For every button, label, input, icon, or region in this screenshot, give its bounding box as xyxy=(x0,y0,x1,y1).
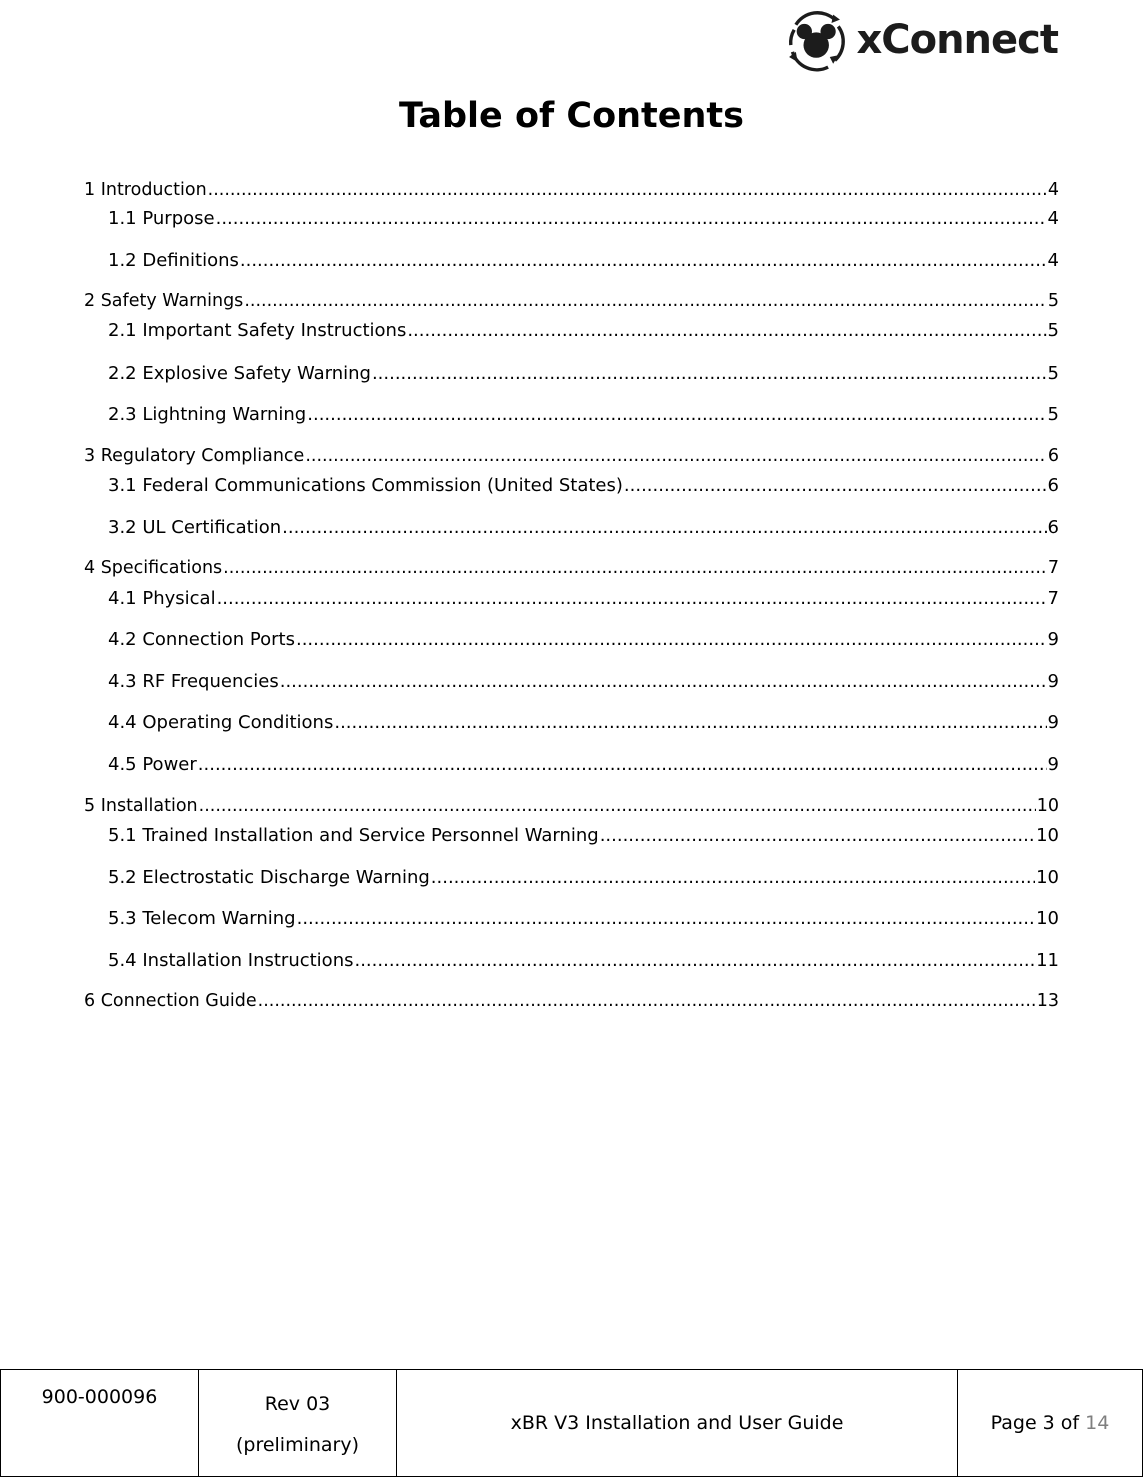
footer-rev: Rev 03 xyxy=(264,1393,331,1415)
toc-entry[interactable] xyxy=(108,950,1059,974)
toc-entry-label: 2 Safety Warnings xyxy=(84,291,244,311)
page-footer xyxy=(0,1369,1143,1477)
toc-entry-page: 5 xyxy=(1047,320,1059,341)
toc-dot-leader xyxy=(624,475,1047,496)
toc-entry-label: 5 Installation xyxy=(84,796,198,816)
toc-dot-leader xyxy=(240,250,1047,271)
toc-dot-leader xyxy=(223,558,1047,578)
toc-entry-page: 10 xyxy=(1036,796,1059,816)
toc-entry-page: 10 xyxy=(1036,867,1059,888)
footer-page-number xyxy=(958,1370,1143,1477)
toc-entry[interactable] xyxy=(108,588,1059,612)
toc-entry-page: 11 xyxy=(1036,950,1059,971)
toc-entry[interactable] xyxy=(84,796,1059,820)
toc-entry[interactable] xyxy=(84,446,1059,470)
toc-entry-label: 2.2 Explosive Safety Warning xyxy=(108,363,371,384)
toc-entry-label: 1.2 Definitions xyxy=(108,250,239,271)
footer-rev-status: (preliminary) xyxy=(235,1434,360,1456)
toc-dot-leader xyxy=(217,588,1047,609)
logo-wordmark: xConnect xyxy=(856,17,1058,63)
toc-entry-page: 9 xyxy=(1047,754,1059,775)
toc-entry[interactable] xyxy=(108,475,1059,499)
toc-dot-leader xyxy=(334,712,1046,733)
toc-entry[interactable] xyxy=(108,404,1059,428)
toc-dot-leader xyxy=(199,796,1036,816)
toc-entry-page: 5 xyxy=(1047,291,1059,311)
toc-entry-label: 4.2 Connection Ports xyxy=(108,629,295,650)
toc-entry-page: 9 xyxy=(1047,671,1059,692)
toc-entry-page: 6 xyxy=(1047,517,1059,538)
toc-entry-label: 1.1 Purpose xyxy=(108,208,215,229)
toc-entry[interactable] xyxy=(108,754,1059,778)
toc-dot-leader xyxy=(307,404,1046,425)
toc-entry[interactable] xyxy=(108,908,1059,932)
toc-entry-page: 13 xyxy=(1036,991,1059,1011)
mickey-cycle-icon xyxy=(784,2,848,78)
toc-dot-leader xyxy=(407,320,1046,341)
toc-entry-page: 10 xyxy=(1036,908,1059,929)
page-title: Table of Contents xyxy=(398,96,744,136)
footer-revision xyxy=(199,1370,397,1477)
toc-entry-label: 2.3 Lightning Warning xyxy=(108,404,307,425)
toc-dot-leader xyxy=(600,825,1035,846)
toc-entry[interactable] xyxy=(84,558,1059,582)
toc-entry-label: 4 Specifications xyxy=(84,558,223,578)
toc-dot-leader xyxy=(372,363,1047,384)
toc-dot-leader xyxy=(354,950,1035,971)
footer-page-prefix: Page 3 of xyxy=(990,1412,1086,1434)
toc-entry-label: 2.1 Important Safety Instructions xyxy=(108,320,407,341)
toc-entry-label: 3.1 Federal Communications Commission (United States) xyxy=(108,475,623,496)
toc-entry-page: 5 xyxy=(1047,404,1059,425)
toc-entry[interactable] xyxy=(108,671,1059,695)
toc-entry[interactable] xyxy=(108,867,1059,891)
toc-entry[interactable] xyxy=(84,991,1059,1015)
toc-entry-label: 4.4 Operating Conditions xyxy=(108,712,334,733)
toc-entry-label: 6 Connection Guide xyxy=(84,991,257,1011)
toc-entry-label: 4.5 Power xyxy=(108,754,197,775)
toc-dot-leader xyxy=(216,208,1047,229)
toc-dot-leader xyxy=(198,754,1047,775)
toc-entry[interactable] xyxy=(108,629,1059,653)
toc-dot-leader xyxy=(431,867,1035,888)
toc-dot-leader xyxy=(305,446,1047,466)
toc-entry-label: 3 Regulatory Compliance xyxy=(84,446,305,466)
footer-doc-number: 900-000096 xyxy=(1,1370,199,1477)
toc-entry-label: 1 Introduction xyxy=(84,180,207,200)
toc-entry[interactable] xyxy=(84,180,1059,204)
toc-entry-page: 9 xyxy=(1047,629,1059,650)
toc-entry-label: 4.1 Physical xyxy=(108,588,216,609)
toc-entry[interactable] xyxy=(84,291,1059,315)
footer-doc-title: xBR V3 Installation and User Guide xyxy=(397,1370,958,1477)
toc-dot-leader xyxy=(258,991,1036,1011)
toc-entry-page: 9 xyxy=(1047,712,1059,733)
toc-entry-label: 5.4 Installation Instructions xyxy=(108,950,354,971)
toc-dot-leader xyxy=(282,517,1046,538)
toc-entry[interactable] xyxy=(108,250,1059,274)
toc-dot-leader xyxy=(280,671,1047,692)
toc-entry[interactable] xyxy=(108,320,1059,344)
toc-entry[interactable] xyxy=(108,712,1059,736)
toc-entry[interactable] xyxy=(108,363,1059,387)
toc-entry[interactable] xyxy=(108,208,1059,232)
toc-entry-page: 7 xyxy=(1047,558,1059,578)
toc-entry-label: 5.3 Telecom Warning xyxy=(108,908,296,929)
toc-entry-label: 5.2 Electrostatic Discharge Warning xyxy=(108,867,430,888)
toc-dot-leader xyxy=(208,180,1047,200)
toc-entry[interactable] xyxy=(108,825,1059,849)
toc-entry-page: 5 xyxy=(1047,363,1059,384)
toc-entry-page: 4 xyxy=(1047,250,1059,271)
toc-dot-leader xyxy=(296,629,1047,650)
toc-entry-label: 4.3 RF Frequencies xyxy=(108,671,279,692)
toc-entry-page: 6 xyxy=(1047,446,1059,466)
toc-dot-leader xyxy=(244,291,1047,311)
toc-entry-page: 10 xyxy=(1036,825,1059,846)
toc-dot-leader xyxy=(297,908,1035,929)
toc-entry-page: 6 xyxy=(1047,475,1059,496)
toc-entry-label: 3.2 UL Certification xyxy=(108,517,282,538)
toc-entry-page: 7 xyxy=(1047,588,1059,609)
footer-page-total: 14 xyxy=(1085,1412,1110,1434)
toc-entry-page: 4 xyxy=(1047,208,1059,229)
toc-entry-label: 5.1 Trained Installation and Service Personnel Warning xyxy=(108,825,599,846)
xconnect-logo xyxy=(784,0,1058,80)
toc-entry[interactable] xyxy=(108,517,1059,541)
toc-entry-page: 4 xyxy=(1047,180,1059,200)
